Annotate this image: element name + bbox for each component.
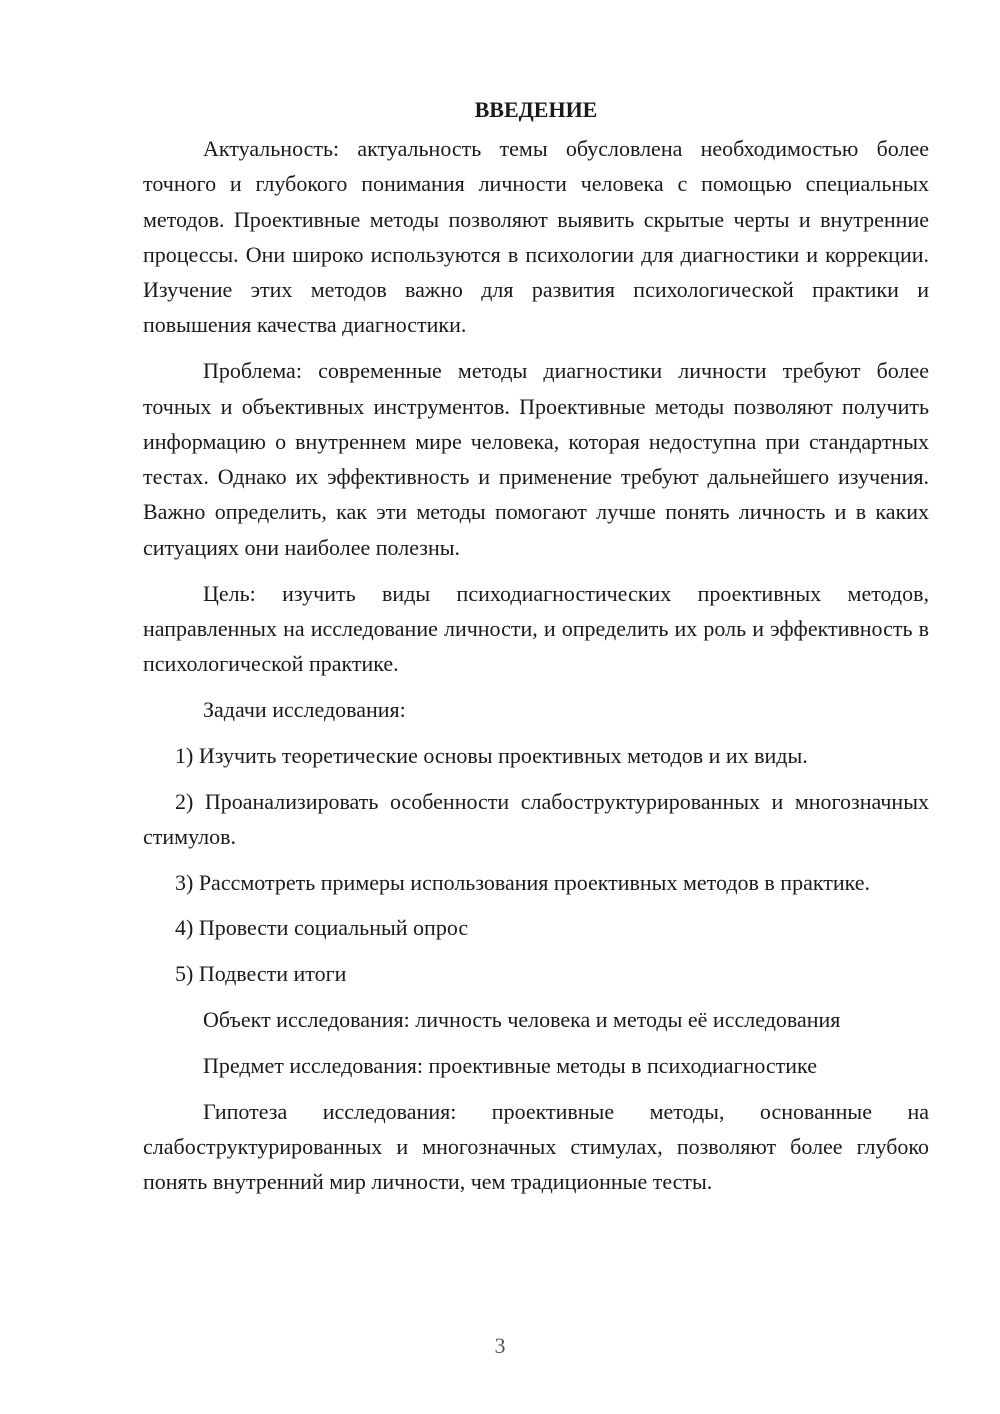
research-subject: Предмет исследования: проективные методы в психодиагностике: [203, 1052, 817, 1078]
task-item: 2) Проанализировать особенности слабоструктурированных и многозначных стимулов.: [143, 788, 929, 849]
section-heading: ВВЕДЕНИЕ: [474, 97, 598, 122]
research-object: Объект исследования: личность человека и методы её исследования: [203, 1007, 841, 1033]
task-item: 4) Провести социальный опрос: [175, 915, 469, 941]
task-item: 1) Изучить теоретические основы проективных методов и их виды.: [175, 742, 808, 768]
task-item: 3) Рассмотреть примеры использования проективных методов в практике.: [175, 869, 871, 895]
task-item: 5) Подвести итоги: [175, 961, 347, 987]
tasks-title: Задачи исследования:: [203, 696, 406, 722]
paragraph-problem: Проблема: современные методы диагностики личности требуют более точных и объективных инструментов. Проективные методы позволяют получить информацию о внутреннем мире человека, которая недоступна при стандартных тестах. Однако их эффективность и применение требуют дальнейшего изучения. Важно определить, как эти методы помогают лучше понять личность и в каких ситуациях они наиболее полезны.: [143, 358, 929, 560]
paragraph-relevance: Актуальность: актуальность темы обусловлена необходимостью более точного и глубокого понимания личности человека с помощью специальных методов. Проективные методы позволяют выявить скрытые черты и внутренние процессы. Они широко используются в психологии для диагностики и коррекции. Изучение этих методов важно для развития психологической практики и повышения качества диагностики.: [143, 136, 929, 338]
page-number: 3: [494, 1333, 506, 1358]
document-page: [143, 92, 929, 1210]
paragraph-goal: Цель: изучить виды психодиагностических проективных методов, направленных на исследование личности, и определить их роль и эффективность в психологической практике.: [143, 580, 929, 677]
research-hypothesis: Гипотеза исследования: проективные методы, основанные на слабоструктурированных и многозначных стимулах, позволяют более глубоко понять внутренний мир личности, чем традиционные тесты.: [143, 1098, 929, 1195]
